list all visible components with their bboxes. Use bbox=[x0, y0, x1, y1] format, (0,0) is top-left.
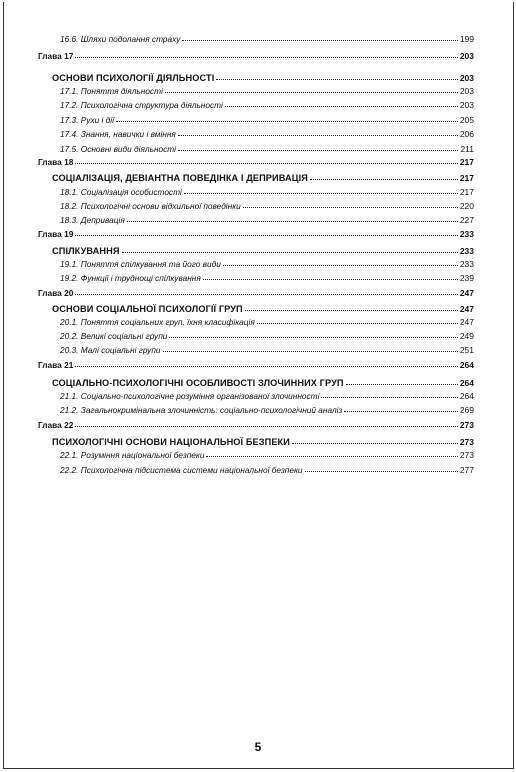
toc-entry-sub bbox=[38, 401, 474, 415]
dot-leader bbox=[165, 92, 458, 93]
toc-entry-page: 264 bbox=[459, 391, 474, 401]
dot-leader bbox=[75, 57, 457, 58]
toc-entry-chapter bbox=[38, 416, 474, 430]
toc-entry-page: 247 bbox=[459, 288, 474, 298]
toc-entry-page: 233 bbox=[459, 246, 474, 256]
toc-entry-page: 217 bbox=[459, 187, 474, 197]
dot-leader bbox=[182, 40, 457, 41]
toc-entry-page: 273 bbox=[459, 450, 474, 460]
dot-leader bbox=[127, 221, 458, 222]
toc-entry-chapter bbox=[38, 47, 474, 61]
dot-leader bbox=[178, 150, 458, 151]
dot-leader bbox=[346, 384, 458, 385]
toc-entry-page: 205 bbox=[459, 115, 474, 125]
dot-leader bbox=[310, 179, 458, 180]
toc-entry-label: 17.1. Поняття діяльності bbox=[60, 86, 163, 96]
dot-leader bbox=[184, 193, 458, 194]
toc-entry-page: 251 bbox=[459, 345, 474, 355]
toc-entry-page: 264 bbox=[459, 378, 474, 388]
toc-entry-label: 22.2. Психологічна підсистема системи національної безпеки bbox=[60, 465, 303, 475]
toc-entry-sub bbox=[38, 111, 474, 125]
toc-entry-chapter bbox=[38, 153, 474, 167]
toc-entry-section bbox=[38, 298, 474, 314]
toc-entry-chapter bbox=[38, 356, 474, 370]
toc-entry-label: 18.1. Соціалізація особистості bbox=[60, 187, 182, 197]
toc-entry-label: 19.2. Функції і труднощі спілкування bbox=[60, 273, 201, 283]
dot-leader bbox=[75, 235, 457, 236]
toc-entry-label: 22.1. Розуміння національної безпеки bbox=[60, 450, 205, 460]
toc-entry-page: 239 bbox=[459, 273, 474, 283]
dot-leader bbox=[75, 366, 457, 367]
toc-entry-label: СОЦІАЛЬНО-ПСИХОЛОГІЧНІ ОСОБЛИВОСТІ ЗЛОЧИННИХ ГРУП bbox=[52, 378, 344, 388]
toc-entry-section bbox=[38, 167, 474, 183]
toc-entry-label: 17.5. Основні види діяльності bbox=[60, 144, 177, 154]
toc-entry-sub bbox=[38, 140, 474, 154]
toc-entry-page: 269 bbox=[459, 405, 474, 415]
toc-entry-chapter bbox=[38, 284, 474, 298]
toc-entry-page: 220 bbox=[459, 201, 474, 211]
toc-entry-page: 233 bbox=[459, 259, 474, 269]
toc-entry-page: 249 bbox=[459, 331, 474, 341]
toc-entry-label: Глава 20 bbox=[38, 288, 74, 298]
toc-entry-label: СПІЛКУВАННЯ bbox=[52, 246, 120, 256]
toc-entry-label: 17.3. Рухи і дії bbox=[60, 115, 114, 125]
dot-leader bbox=[223, 265, 458, 266]
toc-entry-page: 203 bbox=[459, 100, 474, 110]
toc-entry-label: Глава 17 bbox=[38, 51, 74, 61]
toc-entry-label: 19.1. Поняття спілкування та його види bbox=[60, 259, 221, 269]
dot-leader bbox=[257, 323, 458, 324]
toc-entry-label: ОСНОВИ ПСИХОЛОГІЇ ДІЯЛЬНОСТІ bbox=[52, 73, 215, 83]
page-number: 5 bbox=[254, 740, 262, 754]
toc-entry-label: Глава 18 bbox=[38, 157, 74, 167]
toc-entry-page: 227 bbox=[459, 215, 474, 225]
toc-entry-page: 247 bbox=[459, 317, 474, 327]
toc-entry-label: 20.1. Поняття соціальних груп, їхня класифікація bbox=[60, 317, 255, 327]
toc-entry-sub bbox=[38, 341, 474, 355]
dot-leader bbox=[122, 252, 458, 253]
dot-leader bbox=[203, 279, 458, 280]
toc-entry-section bbox=[38, 431, 474, 447]
toc-entry-label: 21.1. Соціально-психологічне розуміння організованої злочинності bbox=[60, 391, 320, 401]
toc-entry-sub bbox=[38, 446, 474, 460]
toc-entry-page: 217 bbox=[459, 157, 474, 167]
toc-entry-sub bbox=[38, 269, 474, 283]
toc-entry-label: СОЦІАЛІЗАЦІЯ, ДЕВІАНТНА ПОВЕДІНКА І ДЕПРИВАЦІЯ bbox=[52, 173, 308, 183]
toc-entry-label: ОСНОВИ СОЦІАЛЬНОЇ ПСИХОЛОГІЇ ГРУП bbox=[52, 304, 243, 314]
dot-leader bbox=[243, 207, 458, 208]
dot-leader bbox=[178, 135, 458, 136]
toc-entry-page: 273 bbox=[459, 437, 474, 447]
toc-entry-label: Глава 19 bbox=[38, 229, 74, 239]
toc-entry-sub bbox=[38, 211, 474, 225]
toc-entry-sub bbox=[38, 255, 474, 269]
toc-entry-page: 211 bbox=[460, 144, 474, 154]
toc-entry-sub bbox=[38, 96, 474, 110]
toc-entry-sub bbox=[38, 125, 474, 139]
toc-entry-label: 17.2. Психологічна структура діяльності bbox=[60, 100, 223, 110]
toc-entry-sub bbox=[38, 327, 474, 341]
toc-entry-label: 16.6. Шляхи подолання страху bbox=[60, 34, 181, 44]
toc-entry-label: 20.2. Великі соціальні групи bbox=[60, 331, 168, 341]
toc-entry-sub bbox=[38, 183, 474, 197]
toc-entry-page: 233 bbox=[459, 229, 474, 239]
toc-entry-page: 217 bbox=[459, 173, 474, 183]
toc-entry-section bbox=[38, 372, 474, 388]
dot-leader bbox=[321, 397, 457, 398]
dot-leader bbox=[116, 121, 458, 122]
toc-entry-page: 277 bbox=[459, 465, 474, 475]
toc-entry-section bbox=[38, 240, 474, 256]
dot-leader bbox=[169, 337, 457, 338]
toc-entry-page: 199 bbox=[459, 34, 474, 44]
toc-entry-label: 20.3. Малі соціальні групи bbox=[60, 345, 161, 355]
toc-entry-page: 203 bbox=[459, 73, 474, 83]
dot-leader bbox=[305, 471, 458, 472]
dot-leader bbox=[225, 106, 458, 107]
dot-leader bbox=[75, 294, 457, 295]
toc-entry-page: 247 bbox=[459, 304, 474, 314]
toc-entry-section bbox=[38, 67, 474, 83]
toc-entry-label: ПСИХОЛОГІЧНІ ОСНОВИ НАЦІОНАЛЬНОЇ БЕЗПЕКИ bbox=[52, 437, 290, 447]
toc-entry-page: 206 bbox=[459, 129, 474, 139]
dot-leader bbox=[75, 163, 457, 164]
toc-entry-sub bbox=[38, 313, 474, 327]
dot-leader bbox=[163, 351, 458, 352]
dot-leader bbox=[245, 310, 458, 311]
dot-leader bbox=[216, 79, 457, 80]
toc-entry-page: 273 bbox=[459, 420, 474, 430]
toc-entry-sub bbox=[38, 82, 474, 96]
toc-entry-label: 17.4. Знання, навички і вміння bbox=[60, 129, 176, 139]
toc-entry-label: Глава 22 bbox=[38, 420, 74, 430]
dot-leader bbox=[75, 426, 457, 427]
toc-entry-chapter bbox=[38, 225, 474, 239]
dot-leader bbox=[292, 443, 458, 444]
toc-entry-page: 264 bbox=[459, 360, 474, 370]
toc-entry-label: 18.3. Депривація bbox=[60, 215, 125, 225]
toc-entry-sub bbox=[38, 30, 474, 44]
dot-leader bbox=[344, 411, 457, 412]
toc-entry-sub bbox=[38, 387, 474, 401]
toc-entry-label: 21.2. Загальнокримінальна злочинність: соціально-психологічний аналіз bbox=[60, 405, 343, 415]
toc-entry-label: 18.2. Психологічні основи відхильної поведінки bbox=[60, 201, 241, 211]
toc-entry-page: 203 bbox=[459, 51, 474, 61]
toc-entry-sub bbox=[38, 461, 474, 475]
dot-leader bbox=[206, 456, 457, 457]
toc-entry-page: 203 bbox=[459, 86, 474, 96]
toc-entry-label: Глава 21 bbox=[38, 360, 74, 370]
toc-entry-sub bbox=[38, 197, 474, 211]
